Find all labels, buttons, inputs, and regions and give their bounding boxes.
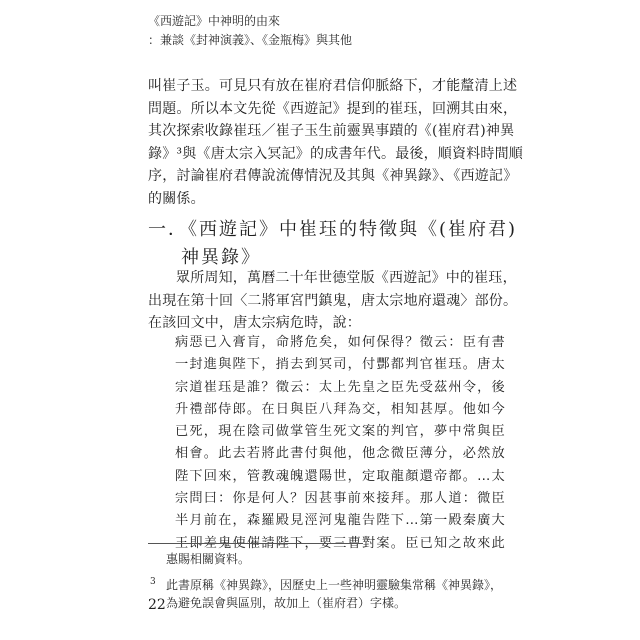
quote-line: 陛下回來，管教魂魄還陽世，定取龍顏還帝都。…太 bbox=[175, 468, 506, 484]
footnote-divider bbox=[148, 543, 363, 544]
text-line: 其次探索收錄崔珏／崔子玉生前靈異事蹟的《(崔府君)神異 bbox=[148, 123, 515, 139]
text-line: 出現在第十回〈二將軍宮門鎮鬼，唐太宗地府還魂〉部份。 bbox=[148, 292, 518, 309]
text-line: 序，討論崔府君傳說流傳情況及其與《神異錄》、《西遊記》 bbox=[148, 168, 518, 184]
intro-paragraph bbox=[148, 75, 524, 210]
quote-line: 宗問曰：你是何人？因甚事前來接拜。那人道：微臣 bbox=[175, 491, 506, 507]
footnotes bbox=[148, 550, 503, 612]
body-paragraph bbox=[148, 267, 518, 335]
running-head bbox=[148, 12, 352, 50]
footnote-3 bbox=[148, 576, 503, 594]
text-line: 錄》³與《唐太宗入冥記》的成書年代。最後，順資料時間順 bbox=[148, 145, 524, 162]
footnote-marker: 3 bbox=[150, 577, 156, 587]
quote-line: 升禮部侍郎。在日與臣八拜為交，相知甚厚。他如今 bbox=[175, 401, 506, 417]
text-line: 問題。所以本文先從《西遊記》提到的崔珏，回溯其由來， bbox=[148, 100, 518, 117]
quote-line: 王即差鬼使催請陛下，要三曹對案。臣已知之故來此 bbox=[175, 535, 506, 551]
footnote-continued: 惠賜相關資料。 bbox=[166, 552, 251, 566]
section-heading-line: 神異錄》 bbox=[181, 247, 261, 268]
text-line: 在該回文中，唐太宗病危時，說： bbox=[148, 315, 361, 331]
quote-line: 已死，現在陰司做掌管生死文案的判官，夢中常與臣 bbox=[175, 424, 506, 440]
section-heading-line: 一．《西遊記》中崔珏的特徵與《(崔府君) bbox=[148, 219, 518, 240]
page-number: 22 bbox=[148, 597, 166, 613]
quote-line: 病惡已入膏肓，命將危矣，如何保得？徵云：臣有書 bbox=[175, 335, 506, 350]
section-heading bbox=[148, 216, 517, 272]
block-quote bbox=[175, 332, 506, 555]
footnote-text: 此書原稱《神異錄》，因歷史上一些神明靈驗集常稱《神異錄》， bbox=[166, 578, 503, 592]
running-head-title: 《西遊記》中神明的由來 bbox=[148, 14, 281, 28]
quote-line: 相會。此去若將此書付與他，他念微臣薄分，必然放 bbox=[175, 446, 506, 462]
quote-line: 一封進與陛下，捎去到冥司，付酆都判官崔珏。唐太 bbox=[175, 357, 506, 373]
quote-line: 半月前在，森羅殿見涇河鬼龍告陛下…第一殿秦廣大 bbox=[175, 513, 506, 529]
footnote-text-continued: 為避免誤會與區別，故加上（崔府君）字樣。 bbox=[166, 596, 407, 610]
quote-line: 宗道崔珏是誰？徵云：太上先皇之臣先受茲州令，後 bbox=[175, 379, 506, 395]
text-line: 叫崔子玉。可見只有放在崔府君信仰脈絡下，才能釐清上述 bbox=[148, 78, 518, 94]
text-line: 的關係。 bbox=[148, 190, 205, 207]
running-head-subtitle: ：兼談《封神演義》、《金瓶梅》與其他 bbox=[148, 33, 353, 47]
text-line: 眾所周知，萬曆二十年世德堂版《西遊記》中的崔珏， bbox=[176, 270, 517, 286]
